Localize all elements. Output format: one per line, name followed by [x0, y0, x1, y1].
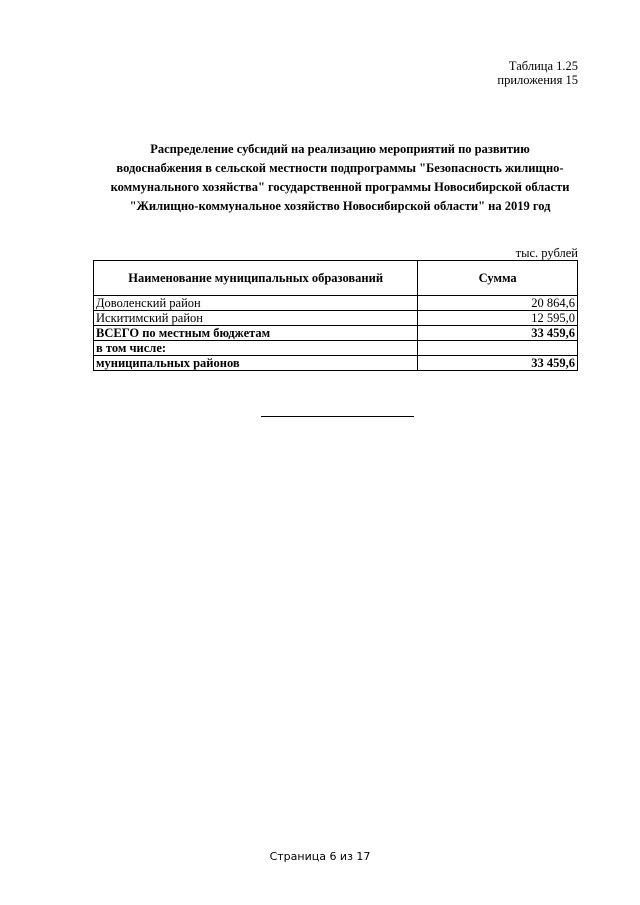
subheading-row — [94, 341, 578, 356]
title-line: коммунального хозяйства" государственной программы Новосибирской области — [110, 180, 570, 194]
total-value: 33 459,6 — [418, 326, 578, 341]
title-line: Распределение субсидий на реализацию мероприятий по развитию — [150, 142, 530, 156]
table-row — [94, 296, 578, 311]
column-header-name: Наименование муниципальных образований — [94, 261, 418, 296]
amount-value: 12 595,0 — [418, 311, 578, 326]
subheading-label: в том числе: — [94, 341, 418, 356]
units-label: тыс. рублей — [515, 246, 578, 260]
total-label: ВСЕГО по местным бюджетам — [94, 326, 418, 341]
district-total-label: муниципальных районов — [94, 356, 418, 371]
page-number: Страница 6 из 17 — [269, 850, 371, 863]
amount-value: 20 864,6 — [418, 296, 578, 311]
table-header-row — [94, 261, 578, 296]
municipality-name: Искитимский район — [94, 311, 418, 326]
table-number: Таблица 1.25 — [508, 59, 578, 73]
separator-line — [261, 416, 414, 417]
title-line: водоснабжения в сельской местности подпрограммы "Безопасность жилищно- — [116, 161, 564, 175]
total-row — [94, 326, 578, 341]
district-total-value: 33 459,6 — [418, 356, 578, 371]
subsidy-table — [93, 260, 578, 371]
subheading-value — [418, 341, 578, 356]
document-title — [80, 140, 600, 216]
table-row — [94, 311, 578, 326]
document-reference — [497, 59, 578, 87]
municipality-name: Доволенский район — [94, 296, 418, 311]
district-total-row — [94, 356, 578, 371]
appendix-number: приложения 15 — [497, 73, 578, 87]
column-header-amount: Сумма — [418, 261, 578, 296]
title-line: "Жилищно-коммунальное хозяйство Новосибирской области" на 2019 год — [129, 199, 551, 213]
